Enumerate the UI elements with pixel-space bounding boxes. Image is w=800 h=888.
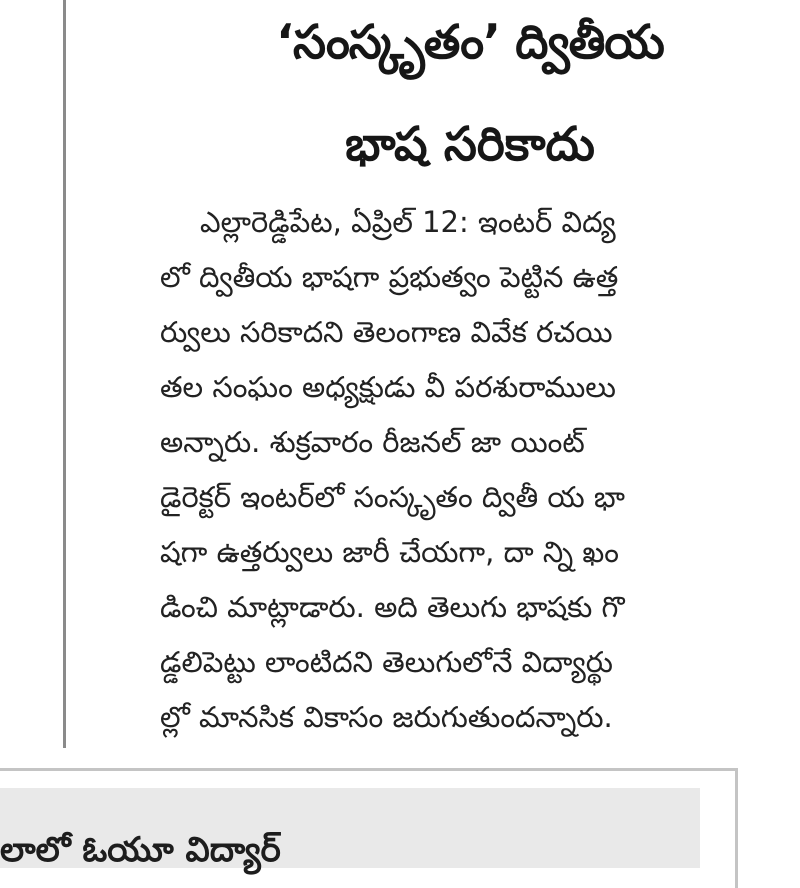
article-body [160, 195, 760, 745]
article-body-line: డించి మాట్లాడారు. అది తెలుగు భాషకు గొ [160, 590, 625, 624]
article-body-line: తల సంఘం అధ్యక్షుడు వీ పరశురాములు [160, 370, 616, 404]
article-body-line: డ్డలిపెట్టు లాంటిదని తెలుగులోనే విద్యార్థు [160, 645, 613, 679]
article-body-line: ల్లో మానసిక వికాసం జరుగుతుందన్నారు. [160, 700, 613, 734]
next-article-headline: లాలో ఓయూ విద్యార్ [0, 830, 281, 870]
column-divider [63, 0, 66, 748]
article-body-line: లో ద్వితీయ భాషగా ప్రభుత్వం పెట్టిన ఉత్త [160, 260, 619, 294]
article-body-line: షగా ఉత్తర్వులు జారీ చేయగా, దా న్ని ఖం [160, 535, 619, 569]
article-body-line: డైరెక్టర్ ఇంటర్‌లో సంస్కృతం ద్వితీ య భా [160, 480, 625, 514]
article-headline-line-1: ‘సంస్కృతం’ ద్వితీయ [276, 15, 664, 70]
article-body-line: ర్వులు సరికాదని తెలంగాణ వివేక రచయి [160, 315, 613, 349]
article-headline-line-2: భాష సరికాదు [345, 117, 595, 172]
article-body-line: ఎల్లారెడ్డిపేట, ఏప్రిల్ 12: ఇంటర్ విద్య [200, 205, 616, 239]
article-body-line: అన్నారు. శుక్రవారం రీజనల్ జా యింట్ [160, 425, 585, 459]
